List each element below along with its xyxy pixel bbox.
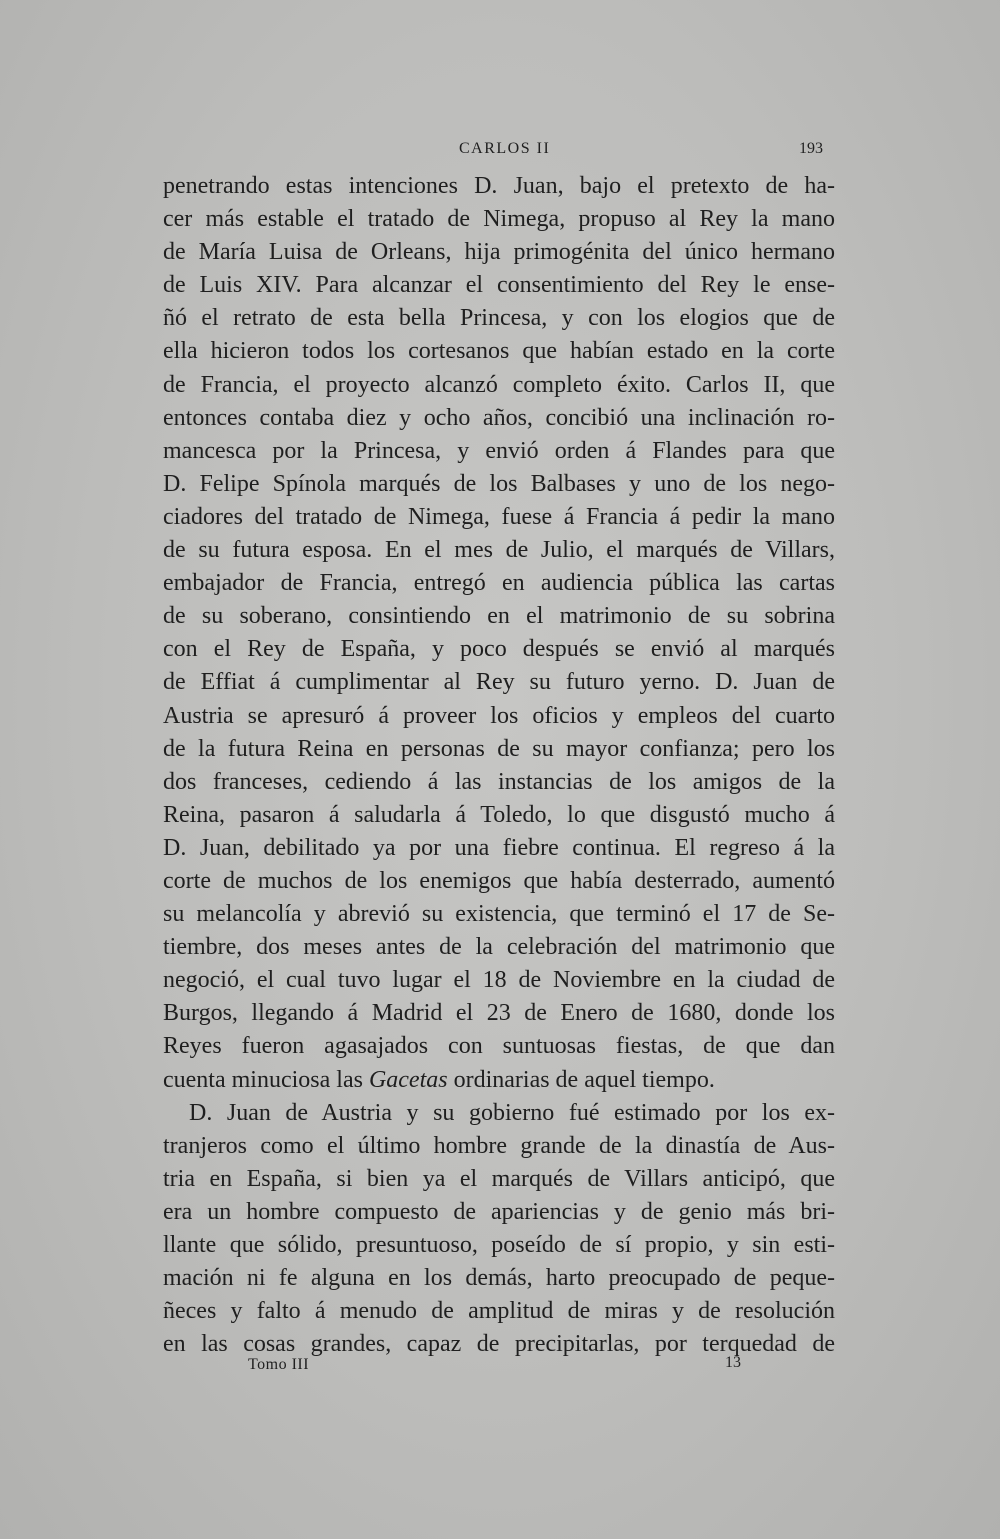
text-line: con el Rey de España, y poco después se envió al marqués	[163, 636, 835, 663]
text-line: tiembre, dos meses antes de la celebración del matrimonio que	[163, 934, 835, 961]
text-line: ñó el retrato de esta bella Princesa, y con los elogios que de	[163, 305, 835, 332]
paragraph-1	[163, 170, 835, 1064]
signature-mark: 13	[725, 1354, 741, 1371]
page-number: 193	[799, 140, 823, 157]
text-line: mancesca por la Princesa, y envió orden á Flandes para que	[163, 437, 835, 464]
italic-term: Gacetas	[368, 1066, 448, 1093]
text-line: cuenta minuciosa las Gacetas ordinarias de aquel tiempo.	[163, 1066, 715, 1093]
text-line: ñeces y falto á menudo de amplitud de miras y de resolución	[163, 1298, 835, 1325]
text-line: cer más estable el tratado de Nimega, propuso al Rey la mano	[163, 206, 835, 233]
running-head	[163, 140, 835, 164]
text-line: Austria se apresuró á proveer los oficios y empleos del cuarto	[163, 702, 835, 729]
running-title: CARLOS II	[459, 140, 551, 157]
text-line: mación ni fe alguna en los demás, harto preocupado de peque-	[163, 1265, 835, 1292]
volume-label: Tomo III	[248, 1356, 310, 1373]
text-line: D. Felipe Spínola marqués de los Balbases y uno de los nego-	[163, 470, 835, 497]
text-line: tria en España, si bien ya el marqués de Villars anticipó, que	[163, 1165, 835, 1192]
text-line: su melancolía y abrevió su existencia, que terminó el 17 de Se-	[163, 901, 835, 928]
body-text	[163, 170, 835, 1361]
text-line: tranjeros como el último hombre grande de la dinastía de Aus-	[163, 1132, 835, 1159]
text-line: dos franceses, cediendo á las instancias de los amigos de la	[163, 768, 835, 795]
text-line: embajador de Francia, entregó en audiencia pública las cartas	[163, 570, 835, 597]
text-line: de Francia, el proyecto alcanzó completo éxito. Carlos II, que	[163, 371, 835, 398]
text-line: ella hicieron todos los cortesanos que habían estado en la corte	[163, 338, 835, 365]
paragraph-2	[163, 1097, 835, 1362]
text-line: de Luis XIV. Para alcanzar el consentimiento del Rey le ense-	[163, 272, 835, 299]
text-line: llante que sólido, presuntuoso, poseído de sí propio, y sin esti-	[163, 1232, 835, 1258]
text-line: negoció, el cual tuvo lugar el 18 de Noviembre en la ciudad de	[163, 967, 835, 994]
text-line: Reyes fueron agasajados con suntuosas fiestas, de que dan	[163, 1033, 835, 1060]
text-line: de su soberano, consintiendo en el matrimonio de su sobrina	[163, 603, 835, 630]
text-line: corte de muchos de los enemigos que había desterrado, aumentó	[163, 867, 835, 894]
text-line: de María Luisa de Orleans, hija primogénita del único hermano	[163, 239, 835, 266]
text-line: era un hombre compuesto de apariencias y de genio más bri-	[163, 1198, 835, 1225]
text-line: Burgos, llegando á Madrid el 23 de Enero de 1680, donde los	[163, 1000, 835, 1027]
text-line: D. Juan de Austria y su gobierno fué estimado por los ex-	[189, 1099, 835, 1126]
text-line: ciadores del tratado de Nimega, fuese á Francia á pedir la mano	[163, 503, 835, 530]
text-line: penetrando estas intenciones D. Juan, bajo el pretexto de ha-	[163, 173, 835, 199]
text-line: D. Juan, debilitado ya por una fiebre continua. El regreso á la	[163, 834, 835, 861]
text-line: en las cosas grandes, capaz de precipitarlas, por terquedad de	[163, 1331, 835, 1358]
text-line: de la futura Reina en personas de su mayor confianza; pero los	[163, 735, 835, 762]
text-line: de su futura esposa. En el mes de Julio, el marqués de Villars,	[163, 537, 835, 564]
text-line: de Effiat á cumplimentar al Rey su futuro yerno. D. Juan de	[163, 669, 835, 696]
text-line: entonces contaba diez y ocho años, concibió una inclinación ro-	[163, 404, 835, 431]
page-footer	[163, 1356, 835, 1382]
text-line: Reina, pasaron á saludarla á Toledo, lo que disgustó mucho á	[163, 801, 835, 828]
